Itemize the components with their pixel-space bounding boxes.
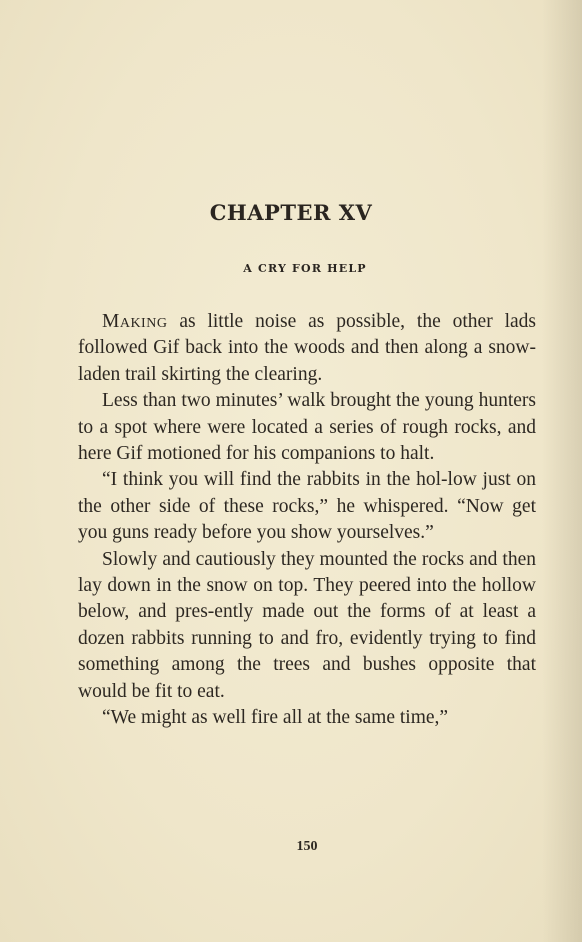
paragraph-5: “We might as well fire all at the same time,” bbox=[102, 707, 449, 729]
paragraph-3: “I think you will find the rabbits in the hol-low just on the other side of these rocks,” he whispered. “Now get you guns ready before you show yourselves.” bbox=[78, 469, 536, 544]
paragraph-1 bbox=[78, 309, 536, 388]
chapter-title: CHAPTER XV bbox=[209, 200, 373, 225]
paragraph-2: Less than two minutes’ walk brought the young hunters to a spot where were located a series of rough rocks, and here Gif motioned for his companions to halt. bbox=[78, 390, 536, 465]
page-edge-shadow bbox=[542, 0, 582, 942]
paragraph-4: Slowly and cautiously they mounted the rocks and then lay down in the snow on top. They peered into the hollow below, and pres-ently made out the forms of at least a dozen rabbits running to and fro, evidently trying to find something among the trees and bushes opposite that would be fit to eat. bbox=[78, 548, 536, 702]
drop-word: Making bbox=[102, 311, 168, 332]
chapter-subtitle: A CRY FOR HELP bbox=[243, 262, 367, 275]
paragraph-text: as little noise as possible, the other lads followed Gif back into the woods and then along a snow-laden trail skirting the clearing. bbox=[78, 311, 536, 385]
page-number: 150 bbox=[296, 839, 318, 854]
chapter-body bbox=[78, 309, 536, 732]
